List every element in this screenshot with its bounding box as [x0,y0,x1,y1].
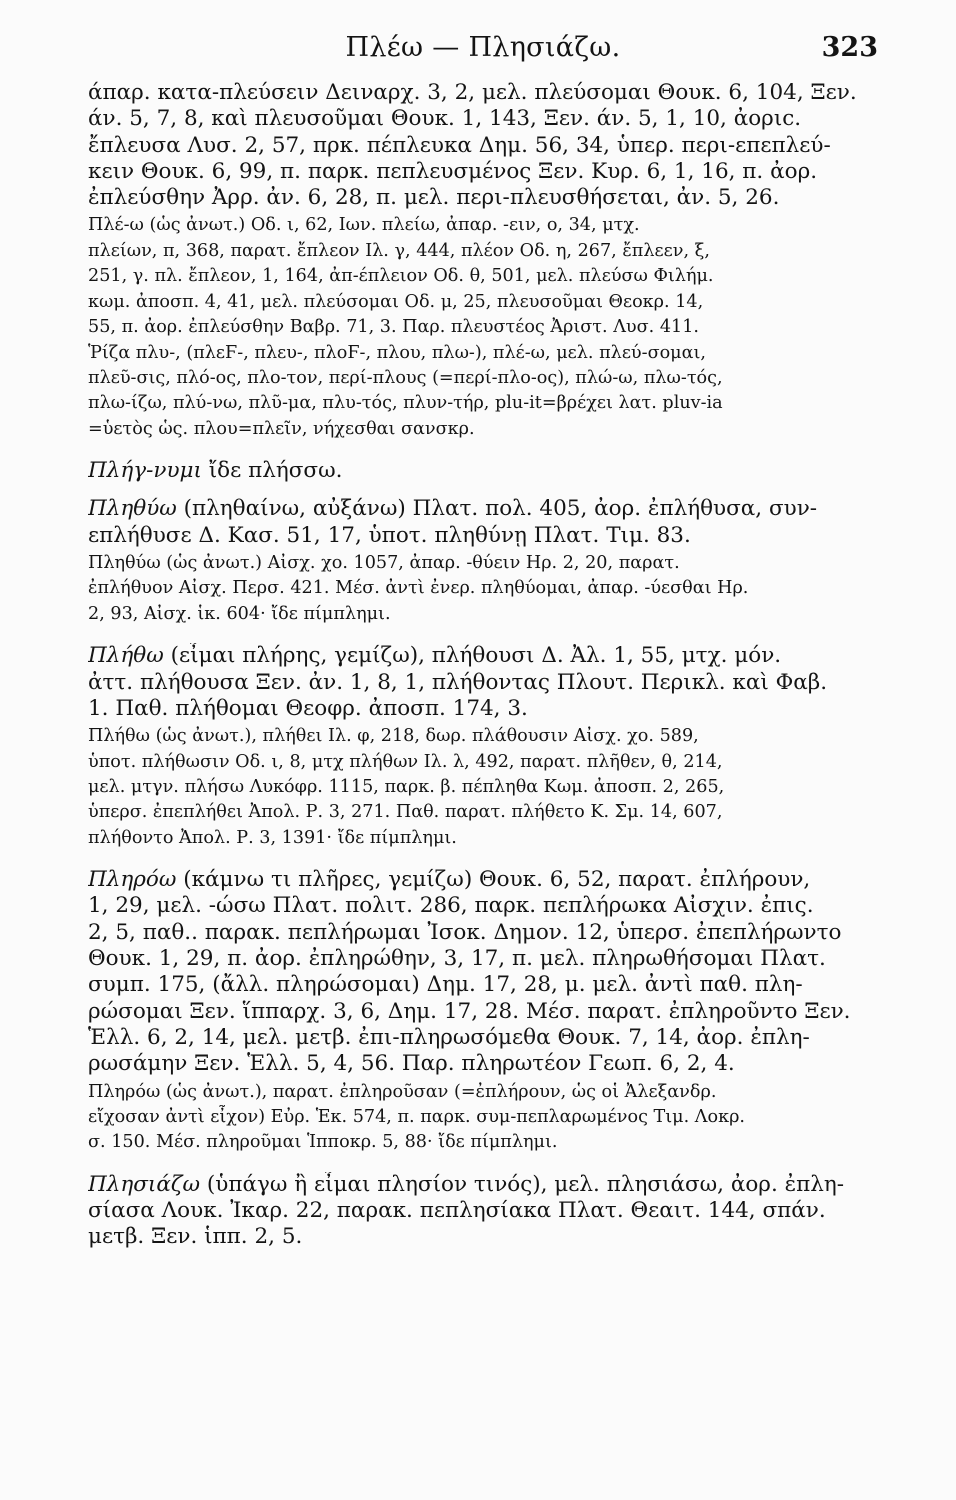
text-line: 2, 93, Αἰσχ. ἱκ. 604· ἴδε πίμπλημι. [88,603,391,624]
text-line [88,458,878,484]
text-line: ἀττ. πλήθουσα Ξεν. ἀν. 1, 8, 1, πλήθοντας Πλουτ. Περικλ. καὶ Φαβ. [88,669,828,695]
text-line: =ὑετὸς ὡς. πλου=πλεῖν, νήχεσθαι σανσκρ. [88,418,475,439]
running-head [88,24,878,80]
text-line [88,643,878,669]
text-line: σ. 150. Μέσ. πληροῦμαι Ἱπποκρ. 5, 88· ἴδε πίμπλημι. [88,1132,558,1153]
entry-plhrow [88,867,878,1077]
text-line: ὑπερσ. ἐπεπλήθει Ἀπολ. Ρ. 3, 271. Παθ. παρατ. πλήθετο Κ. Σμ. 14, 607, [88,802,723,823]
text-line: άπαρ. κατα-πλεύσειν Δειναρχ. 3, 2, μελ. πλεύσομαι Θουκ. 6, 104, Ξεν. [88,80,857,105]
text-line: πλεῦ-σις, πλό-ος, πλο-τον, περί-πλους (=περί-πλο-ος), πλώ-ω, πλω-τός, [88,367,723,388]
text-line: ἐπλήθυον Αἰσχ. Περσ. 421. Μέσ. ἀντὶ ἐνερ. πληθύομαι, ἀπαρ. -ύεσθαι Ηρ. [88,578,749,599]
text-line: Πληθύω (ὡς ἀνωτ.) Αἰσχ. χο. 1057, ἀπαρ. -θύειν Ηρ. 2, 20, παρατ. [88,553,680,574]
entry-text: (ὑπάγω ἢ εἶμαι πλησίον τινός), μελ. πλησιάσω, ἀορ. ἐπλη- [200,1171,845,1197]
text-line: Πλήθω (ὡς ἀνωτ.), πλήθει Ιλ. φ, 218, δωρ. πλάθουσιν Αἰσχ. χο. 589, [88,726,699,747]
text-line: Ἑλλ. 6, 2, 14, μελ. μετβ. ἐπι-πληρωσόμεθα Θουκ. 7, 14, ἀορ. ἐπλη- [88,1024,810,1050]
text-line: Πλέ-ω (ὡς ἀνωτ.) Οδ. ι, 62, Ιων. πλείω, ἀπαρ. -ειν, ο, 34, μτχ. [88,215,640,236]
page-number: 323 [821,32,878,63]
entry-plhrow-poetic-forms [88,1080,878,1156]
text-line [88,867,878,893]
text-line: 1. Παθ. πλήθομαι Θεοφρ. ἀποσπ. 174, 3. [88,695,528,721]
text-line: άν. 5, 7, 8, καὶ πλευσοῦμαι Θουκ. 1, 143, Ξεν. άν. 5, 1, 10, ἀοριc. [88,106,802,132]
text-line: συμπ. 175, (ἄλλ. πληρώσομαι) Δημ. 17, 28, μ. μελ. ἀντὶ παθ. πλη- [88,972,803,998]
text-line: 2, 5, παθ.. παρακ. πεπλήρωμαι Ἰσοκ. Δημον. 12, ὑπερσ. ἐπεπλήρωντο [88,919,842,945]
text-line: Πληρόω (ὡς ἀνωτ.), παρατ. ἐπληροῦσαν (=ἐπλήρουν, ὡς οἱ Ἀλεξανδρ. [88,1081,717,1102]
entry-text: (κάμνω τι πλῆρες, γεμίζω) Θουκ. 6, 52, παρατ. ἐπλήρουν, [176,867,811,893]
text-line: μετβ. Ξεν. ἱππ. 2, 5. [88,1224,303,1250]
page-heading: Πλέω — Πλησιάζω. [345,32,621,63]
text-line: πλείων, π, 368, παρατ. ἔπλεον Ιλ. γ, 444, πλέον Οδ. η, 267, ἔπλεεν, ξ, [88,240,710,261]
text-line: εἴχοσαν ἀντὶ εἶχον) Εὐρ. Ἑκ. 574, π. παρκ. συμ-πεπλαρωμένος Τιμ. Λοκρ. [88,1106,746,1127]
text-line: πλήθοντο Ἀπολ. Ρ. 3, 1391· ἴδε πίμπλημι. [88,827,457,848]
entry-lemma: Πλήγ-νυμι [88,458,202,484]
text-line: επλήθυσε Δ. Κασ. 51, 17, ὑποτ. πληθύνῃ Πλατ. Τιμ. 83. [88,522,691,548]
text-line: κειν Θουκ. 6, 99, π. παρκ. πεπλευσμένος Ξεν. Κυρ. 6, 1, 16, π. ἀορ. [88,158,818,184]
text-line: σίασα Λουκ. Ἰκαρ. 22, παρακ. πεπλησίακα Πλατ. Θεαιτ. 144, σπάν. [88,1198,826,1224]
text-line: ἐπλεύσθην Ἀρρ. ἀν. 6, 28, π. μελ. περι-πλευσθήσεται, ἀν. 5, 26. [88,185,780,211]
text-line: ρώσομαι Ξεν. ἵππαρχ. 3, 6, Δημ. 17, 28. Μέσ. παρατ. ἐπληροῦντο Ξεν. [88,998,851,1024]
entry-plhthyw [88,496,878,549]
text-line: ὑποτ. πλήθωσιν Οδ. ι, 8, μτχ πλήθων Ιλ. λ, 492, παρατ. πλῆθεν, θ, 214, [88,751,723,772]
entry-lemma: Πληθύω [88,496,177,522]
entry-text: (εἶμαι πλήρης, γεμίζω), πλήθουσι Δ. Ἀλ. 1, 55, μτχ. μόν. [163,643,782,669]
entry-plew-poetic-forms [88,213,878,442]
text-line: πλω-ίζω, πλύ-νω, πλῦ-μα, πλυ-τός, πλυν-τήρ, plu-it=βρέχει λατ. pluv-ia [88,393,723,414]
text-line: Ῥίζα πλυ-, (πλεϜ-, πλευ-, πλοϜ-, πλου, πλω-), πλέ-ω, μελ. πλεύ-σομαι, [88,342,706,363]
entry-plew-continuation [88,80,878,211]
text-line: 1, 29, μελ. -ώσω Πλατ. πολιτ. 286, παρκ. πεπλήρωκα Αἰσχιν. ἐπις. [88,893,814,919]
text-line [88,1172,878,1198]
entry-plhthw [88,643,878,722]
text-line: 251, γ. πλ. ἔπλεον, 1, 164, ἀπ-έπλειον Οδ. θ, 501, μελ. πλεύσω Φιλήμ. [88,266,714,287]
entry-lemma: Πλήθω [88,643,164,669]
entry-plhgnymi [88,458,878,484]
text-line: 55, π. ἀορ. ἐπλεύσθην Βαβρ. 71, 3. Παρ. πλευστέος Ἀριστ. Λυσ. 411. [88,317,699,338]
text-line [88,496,878,522]
text-line: ρωσάμην Ξεν. Ἑλλ. 5, 4, 56. Παρ. πληρωτέον Γεωπ. 6, 2, 4. [88,1051,735,1077]
entry-text: ἴδε πλήσσω. [201,458,343,484]
entry-plhthyw-poetic-forms [88,551,878,627]
entry-lemma: Πληρόω [88,867,177,893]
text-line: κωμ. ἀποσπ. 4, 41, μελ. πλεύσομαι Οδ. μ, 25, πλευσοῦμαι Θεοκρ. 14, [88,291,704,312]
text-line: Θουκ. 1, 29, π. ἀορ. ἐπληρώθην, 3, 17, π. μελ. πληρωθήσομαι Πλατ. [88,946,826,972]
entry-text: (πληθαίνω, αὐξάνω) Πλατ. πολ. 405, ἀορ. ἐπλήθυσα, συν- [176,496,818,522]
text-line: ἔπλευσα Λυσ. 2, 57, πρκ. πέπλευκα Δημ. 56, 34, ὑπερ. περι-επεπλεύ- [88,132,831,158]
entry-plhthw-poetic-forms [88,724,878,851]
text-line: μελ. μτγν. πλήσω Λυκόφρ. 1115, παρκ. β. πέπληθα Κωμ. ἀποσπ. 2, 265, [88,776,725,797]
entry-plhsiazw [88,1172,878,1251]
entry-lemma: Πλησιάζω [88,1171,201,1197]
